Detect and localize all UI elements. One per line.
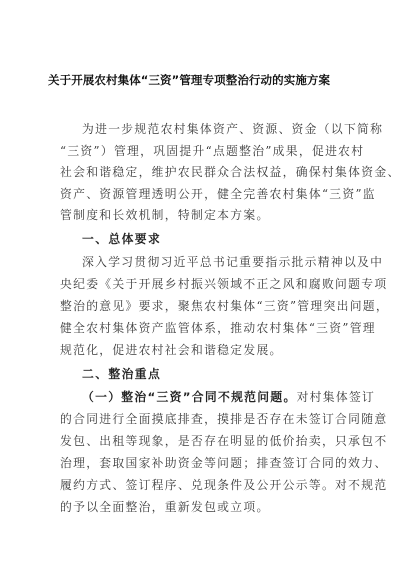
section2-item1-first-line xyxy=(82,389,375,405)
section2-line-3: 发包、出租等现象，是否存在明显的低价抬卖，只承包不 xyxy=(60,434,388,448)
intro-line-4: 资产、资源管理透明公开，健全完善农村集体“三资”监 xyxy=(60,187,376,201)
section1-line-2: 央纪委《关于开展乡村振兴领域不正之风和腐败问题专项 xyxy=(60,277,388,291)
section-heading-general-requirements: 一、总体要求 xyxy=(82,232,162,246)
section1-line-1: 深入学习贯彻习近平总书记重要指示批示精神以及中 xyxy=(82,255,384,269)
section2-line-4: 治理，套取国家补助资金等问题；排查签订合同的效力、 xyxy=(60,456,388,470)
intro-line-1: 为进一步规范农村集体资产、资源、资金（以下简称 xyxy=(82,122,384,136)
section2-line-2: 的合同进行全面摸底排查，摸排是否存在未签订合同随意 xyxy=(60,412,388,426)
section-heading-rectification-focus: 二、整治重点 xyxy=(82,367,162,381)
section1-line-5: 规范化，促进农村社会和谐稳定发展。 xyxy=(60,343,283,357)
intro-line-5: 管制度和长效机制，特制定本方案。 xyxy=(60,208,270,222)
section1-line-4: 健全农村集体资产监管体系，推动农村集体“三资”管理 xyxy=(60,321,376,335)
item1-heading: （一）整治“三资”合同不规范问题。 xyxy=(82,390,297,404)
document-title: 关于开展农村集体“三资”管理专项整治行动的实施方案 xyxy=(48,73,331,87)
item1-first-line-rest: 对村集体签订 xyxy=(296,390,376,404)
section1-line-3: 整治的意见》要求，聚焦农村集体“三资”管理突出问题， xyxy=(60,299,389,313)
intro-line-3: 社会和谐稳定，维护农民群众合法权益，确保村集体资金、 xyxy=(60,165,401,179)
section2-line-6: 的予以全面整治，重新发包或立项。 xyxy=(60,500,270,514)
intro-line-2: “三资”）管理，巩固提升“点题整治”成果，促进农村 xyxy=(60,144,365,158)
section2-line-5: 履约方式、签订程序、兑现条件及公开公示等。对不规范 xyxy=(60,478,388,492)
